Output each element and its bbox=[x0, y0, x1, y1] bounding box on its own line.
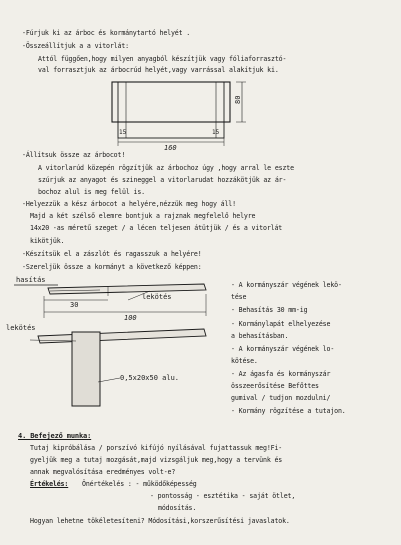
rudder-step: - Az ágasfa és kormányszár bbox=[231, 370, 331, 378]
place-mast-text-line: kikötjük. bbox=[30, 237, 65, 245]
section-4-line: gyeljük meg a tutaj mozgását,majd vizsgáljuk meg,hogy a tervünk és bbox=[30, 456, 283, 464]
rudder-step: - Kormánylapát elhelyezése bbox=[231, 320, 331, 328]
evaluation-line: Önértékelés : - működőképesség bbox=[82, 480, 197, 488]
sail-drawing bbox=[112, 82, 246, 146]
step-drill-holes: -Fúrjuk ki az árboc és kormánytartó helyét . bbox=[22, 29, 191, 37]
rudder-step: - A kormányszár végének lekö- bbox=[231, 281, 342, 289]
rudder-shaft bbox=[48, 284, 206, 294]
final-question: Hogyan lehetne tökéletesíteni? Módosítási,korszerűsítési javaslatok. bbox=[30, 517, 290, 525]
sail-dim-right: 15 bbox=[212, 129, 220, 136]
sail-text-line: val forrasztjuk az árbocrúd helyét,vagy varrással alakítjuk ki. bbox=[38, 66, 279, 74]
evaluation-line: módosítás. bbox=[158, 504, 197, 512]
evaluation-label: Értékelés: bbox=[30, 480, 69, 488]
step-assemble-mast: -Állítsuk össze az árbocot! bbox=[22, 151, 126, 159]
rudder-drawing bbox=[14, 284, 206, 406]
sail-dim-length: 160 bbox=[164, 144, 177, 152]
section-4-line: annak megvalósítása eredményes volt-e? bbox=[30, 468, 176, 476]
mast-text-line: szúrjuk az anyagot és szineggel a vitorlarudat hozzákötjük az ár- bbox=[38, 176, 287, 184]
rudder-step: gumival / tudjon mozdulni/ bbox=[231, 394, 331, 402]
rudder-step: a behasításban. bbox=[231, 332, 289, 340]
sail-body bbox=[112, 82, 230, 122]
mast-text-line: A vitorlarúd közepén rögzítjük az árbochoz úgy ,hogy arral le eszte bbox=[38, 164, 294, 172]
label-hasitas: hasítás bbox=[16, 276, 46, 284]
step-place-mast: -Helyezzük a kész árbocot a helyére,nézzük meg hogy áll! bbox=[22, 200, 236, 208]
dim-30: 30 bbox=[70, 301, 79, 309]
section-4-title: 4. Befejező munka: bbox=[18, 432, 92, 440]
sail-dim-height: 80 bbox=[234, 95, 242, 104]
rudder-step: - Kormány rögzítése a tutajon. bbox=[231, 407, 346, 415]
place-mast-text-line: 14x20 -as méretű szeget / a lécen teljesen átütjük / és a vitorlát bbox=[30, 224, 283, 232]
step-rudder: -Szereljük össze a kormányt a következő képpen: bbox=[22, 263, 202, 271]
label-blade: 0,5x20x50 alu. bbox=[120, 374, 180, 382]
step-assemble-sail: -Összeállítjuk a a vitorlát: bbox=[22, 42, 129, 50]
rudder-step: kötése. bbox=[231, 357, 258, 365]
rudder-step: tése bbox=[231, 293, 247, 301]
rudder-step: - A kormányszár végének lo- bbox=[231, 345, 335, 353]
sail-text-line: Attól függően,hogy milyen anyagból készítjük vagy fóliaforrasztó- bbox=[38, 55, 287, 63]
sail-dim-left: 15 bbox=[119, 129, 127, 136]
step-flag: -Készítsük el a zászlót és ragasszuk a helyére! bbox=[22, 250, 202, 258]
rudder-blade bbox=[72, 332, 100, 406]
rudder-step: - Behasítás 30 mm-ig bbox=[231, 306, 308, 314]
mast-text-line: bochoz alul is meg felül is. bbox=[38, 188, 145, 196]
dim-100: 100 bbox=[124, 314, 137, 322]
rudder-step: összeerősítése Befőttes bbox=[231, 382, 319, 390]
evaluation-line: - pontosság - esztétika - saját ötlet, bbox=[150, 492, 296, 500]
label-lekotes-top: lekötés bbox=[142, 293, 172, 301]
label-lekotes-left: lekötés bbox=[6, 324, 36, 332]
section-4-line: Tutaj kipróbálása / porszívó kifújó nyílásával fujattassuk meg!Fi- bbox=[30, 444, 283, 452]
place-mast-text-line: Majd a két szélső elemre bontjuk a rajznak megfelelő helyre bbox=[30, 212, 256, 220]
sail-outline bbox=[118, 82, 224, 138]
